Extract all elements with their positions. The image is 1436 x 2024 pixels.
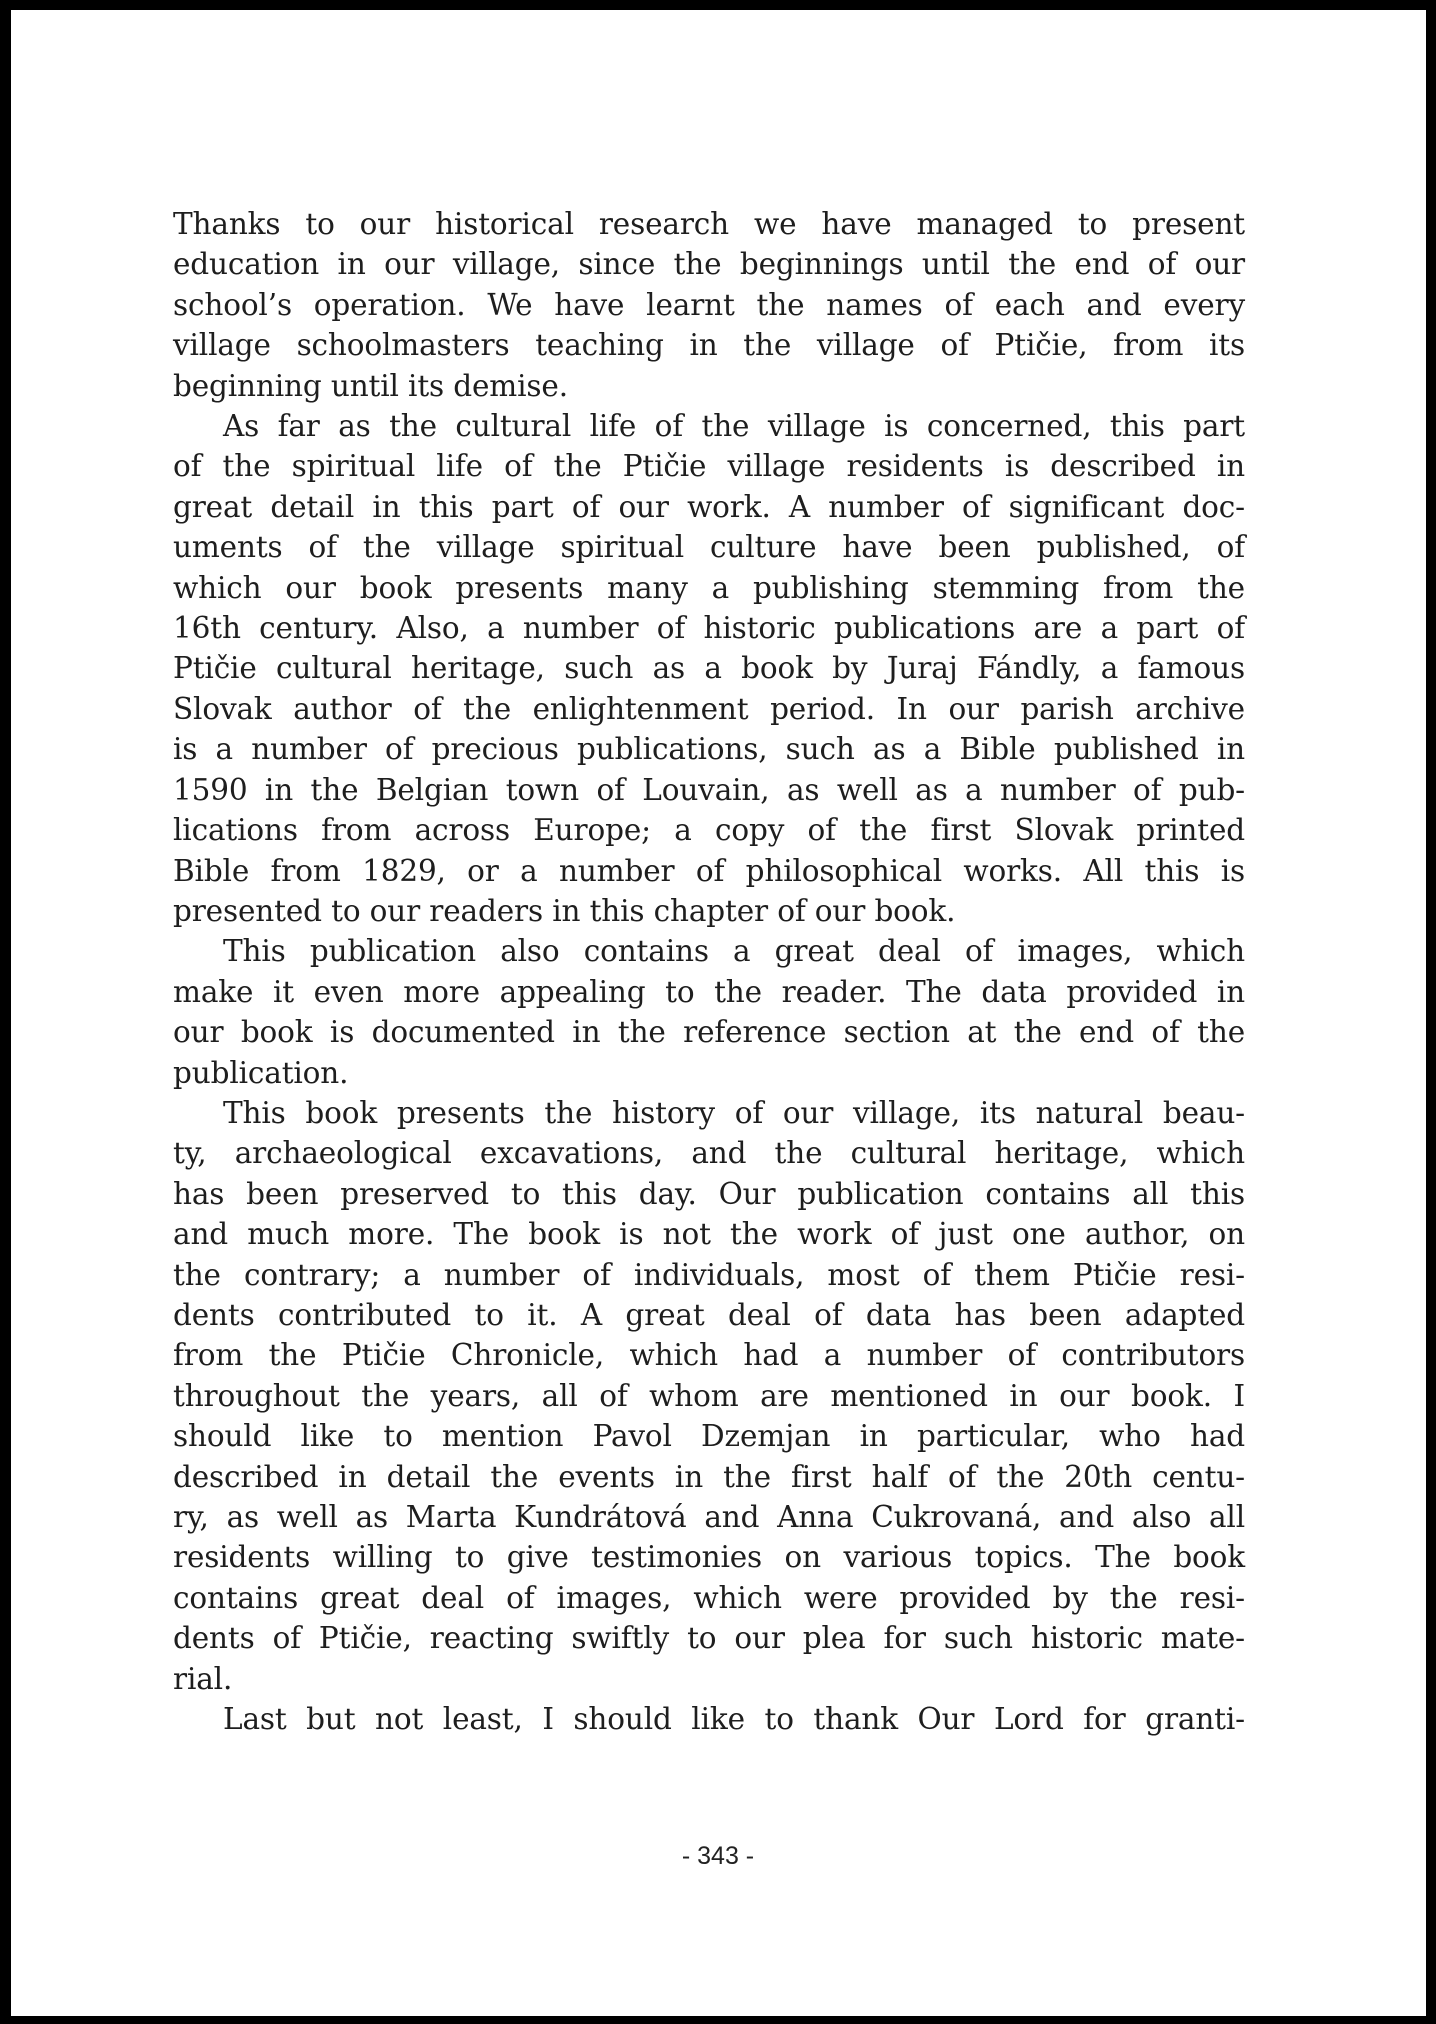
- text-line: beginning until its demise.: [173, 368, 568, 403]
- body-text: [173, 204, 1245, 1739]
- text-line: school’s operation. We have learnt the names of each and every: [173, 287, 1245, 322]
- text-line: residents willing to give testimonies on various topics. The book: [173, 1540, 1245, 1575]
- text-line: should like to mention Pavol Dzemjan in particular, who had: [173, 1419, 1245, 1454]
- text-line: throughout the years, all of whom are mentioned in our book. I: [173, 1378, 1245, 1413]
- text-line: village schoolmasters teaching in the village of Ptičie, from its: [173, 328, 1245, 363]
- paragraph: [173, 406, 1245, 931]
- page-number: - 343 -: [681, 1842, 755, 1870]
- text-line: make it even more appealing to the reader. The data provided in: [173, 974, 1245, 1009]
- text-line: contains great deal of images, which were provided by the resi-: [173, 1580, 1245, 1615]
- text-line: education in our village, since the beginnings until the end of our: [173, 247, 1245, 282]
- text-line: Slovak author of the enlightenment period. In our parish archive: [173, 691, 1245, 726]
- text-line: presented to our readers in this chapter of our book.: [173, 893, 956, 928]
- text-line: has been preserved to this day. Our publication contains all this: [173, 1176, 1245, 1211]
- text-line: from the Ptičie Chronicle, which had a number of contributors: [173, 1338, 1245, 1373]
- paragraph: [173, 204, 1245, 406]
- text-line: Bible from 1829, or a number of philosophical works. All this is: [173, 853, 1245, 888]
- text-line: 16th century. Also, a number of historic publications are a part of: [173, 611, 1245, 646]
- text-line: and much more. The book is not the work of just one author, on: [173, 1217, 1245, 1252]
- paragraph: [173, 1093, 1245, 1699]
- text-line: of the spiritual life of the Ptičie village residents is described in: [173, 449, 1245, 484]
- text-line: our book is documented in the reference section at the end of the: [173, 1015, 1245, 1050]
- text-line: Thanks to our historical research we have managed to present: [173, 207, 1245, 241]
- text-line: dents of Ptičie, reacting swiftly to our plea for such historic mate-: [173, 1621, 1245, 1656]
- paragraph: [173, 1699, 1245, 1739]
- text-line: great detail in this part of our work. A number of significant doc-: [173, 489, 1245, 524]
- text-line: Ptičie cultural heritage, such as a book by Juraj Fándly, a famous: [173, 651, 1245, 686]
- text-line: publication.: [173, 1055, 349, 1090]
- text-line: 1590 in the Belgian town of Louvain, as well as a number of pub-: [173, 772, 1245, 807]
- text-line: Last but not least, I should like to thank Our Lord for granti-: [223, 1702, 1245, 1737]
- text-line: This publication also contains a great deal of images, which: [223, 934, 1245, 969]
- text-line: This book presents the history of our village, its natural beau-: [223, 1095, 1245, 1130]
- text-line: described in detail the events in the first half of the 20th centu-: [173, 1459, 1245, 1494]
- text-line: As far as the cultural life of the village is concerned, this part: [223, 409, 1245, 444]
- paragraph: [173, 931, 1245, 1093]
- text-line: the contrary; a number of individuals, most of them Ptičie resi-: [173, 1257, 1245, 1292]
- text-line: lications from across Europe; a copy of the first Slovak printed: [173, 813, 1245, 848]
- text-line: is a number of precious publications, such as a Bible published in: [173, 732, 1245, 767]
- text-line: dents contributed to it. A great deal of data has been adapted: [173, 1297, 1245, 1332]
- text-line: rial.: [173, 1661, 233, 1696]
- text-line: uments of the village spiritual culture have been published, of: [173, 530, 1245, 565]
- text-line: ty, archaeological excavations, and the cultural heritage, which: [173, 1136, 1245, 1171]
- text-line: which our book presents many a publishing stemming from the: [173, 570, 1245, 605]
- text-line: ry, as well as Marta Kundrátová and Anna Cukrovaná, and also all: [173, 1500, 1245, 1534]
